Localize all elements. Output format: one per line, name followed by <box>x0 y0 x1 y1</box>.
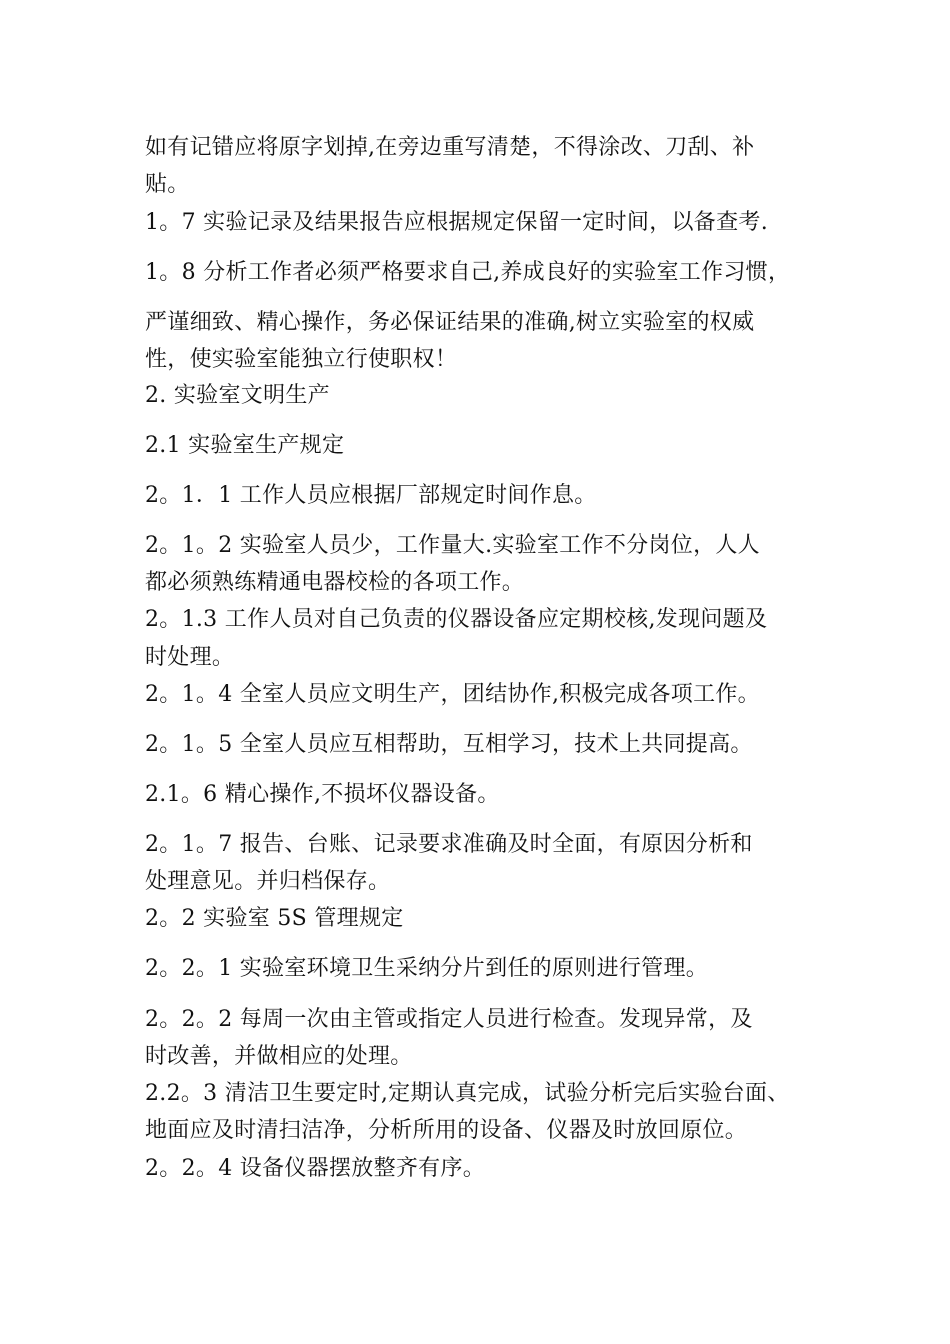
text-line: 2。2。4 设备仪器摆放整齐有序。 <box>145 1156 486 1181</box>
text-line: 都必须熟练精通电器校检的各项工作。 <box>145 570 525 595</box>
text-line: 1。7 实验记录及结果报告应根据规定保留一定时间，以备查考. <box>145 210 768 235</box>
text-line: 地面应及时清扫洁净，分析所用的设备、仪器及时放回原位。 <box>145 1118 748 1143</box>
text-line: 2.2。3 清洁卫生要定时,定期认真完成，试验分析完后实验台面、 <box>145 1081 790 1106</box>
subsection-heading: 2。2 实验室 5S 管理规定 <box>145 906 404 931</box>
text-line: 2。1。5 全室人员应互相帮助，互相学习，技术上共同提高。 <box>145 732 753 757</box>
text-line: 如有记错应将原字划掉,在旁边重写清楚，不得涂改、刀刮、补 <box>145 135 755 160</box>
text-line: 2。2。1 实验室环境卫生采纳分片到任的原则进行管理。 <box>145 956 709 981</box>
section-heading: 2. 实验室文明生产 <box>145 383 330 408</box>
text-line: 2。1。4 全室人员应文明生产，团结协作,积极完成各项工作。 <box>145 682 760 707</box>
subsection-heading: 2.1 实验室生产规定 <box>145 433 345 458</box>
text-line: 2。2。2 每周一次由主管或指定人员进行检查。发现异常，及 <box>145 1007 753 1032</box>
text-line: 2.1。6 精心操作,不损坏仪器设备。 <box>145 782 500 807</box>
text-line: 性，使实验室能独立行使职权！ <box>145 347 458 372</box>
text-line: 时处理。 <box>145 645 235 670</box>
text-line: 处理意见。并归档保存。 <box>145 869 391 894</box>
text-line: 2。1。2 实验室人员少，工作量大.实验室工作不分岗位，人人 <box>145 533 760 558</box>
text-line: 贴。 <box>145 172 190 197</box>
text-line: 1。8 分析工作者必须严格要求自己,养成良好的实验室工作习惯， <box>145 260 791 285</box>
text-line: 2。1。7 报告、台账、记录要求准确及时全面，有原因分析和 <box>145 832 753 857</box>
text-line: 2。1．1 工作人员应根据厂部规定时间作息。 <box>145 483 597 508</box>
text-line: 严谨细致、精心操作，务必保证结果的准确,树立实验室的权威 <box>145 310 755 335</box>
text-line: 2。1.3 工作人员对自己负责的仪器设备应定期校核,发现问题及 <box>145 607 768 632</box>
text-line: 时改善，并做相应的处理。 <box>145 1044 413 1069</box>
